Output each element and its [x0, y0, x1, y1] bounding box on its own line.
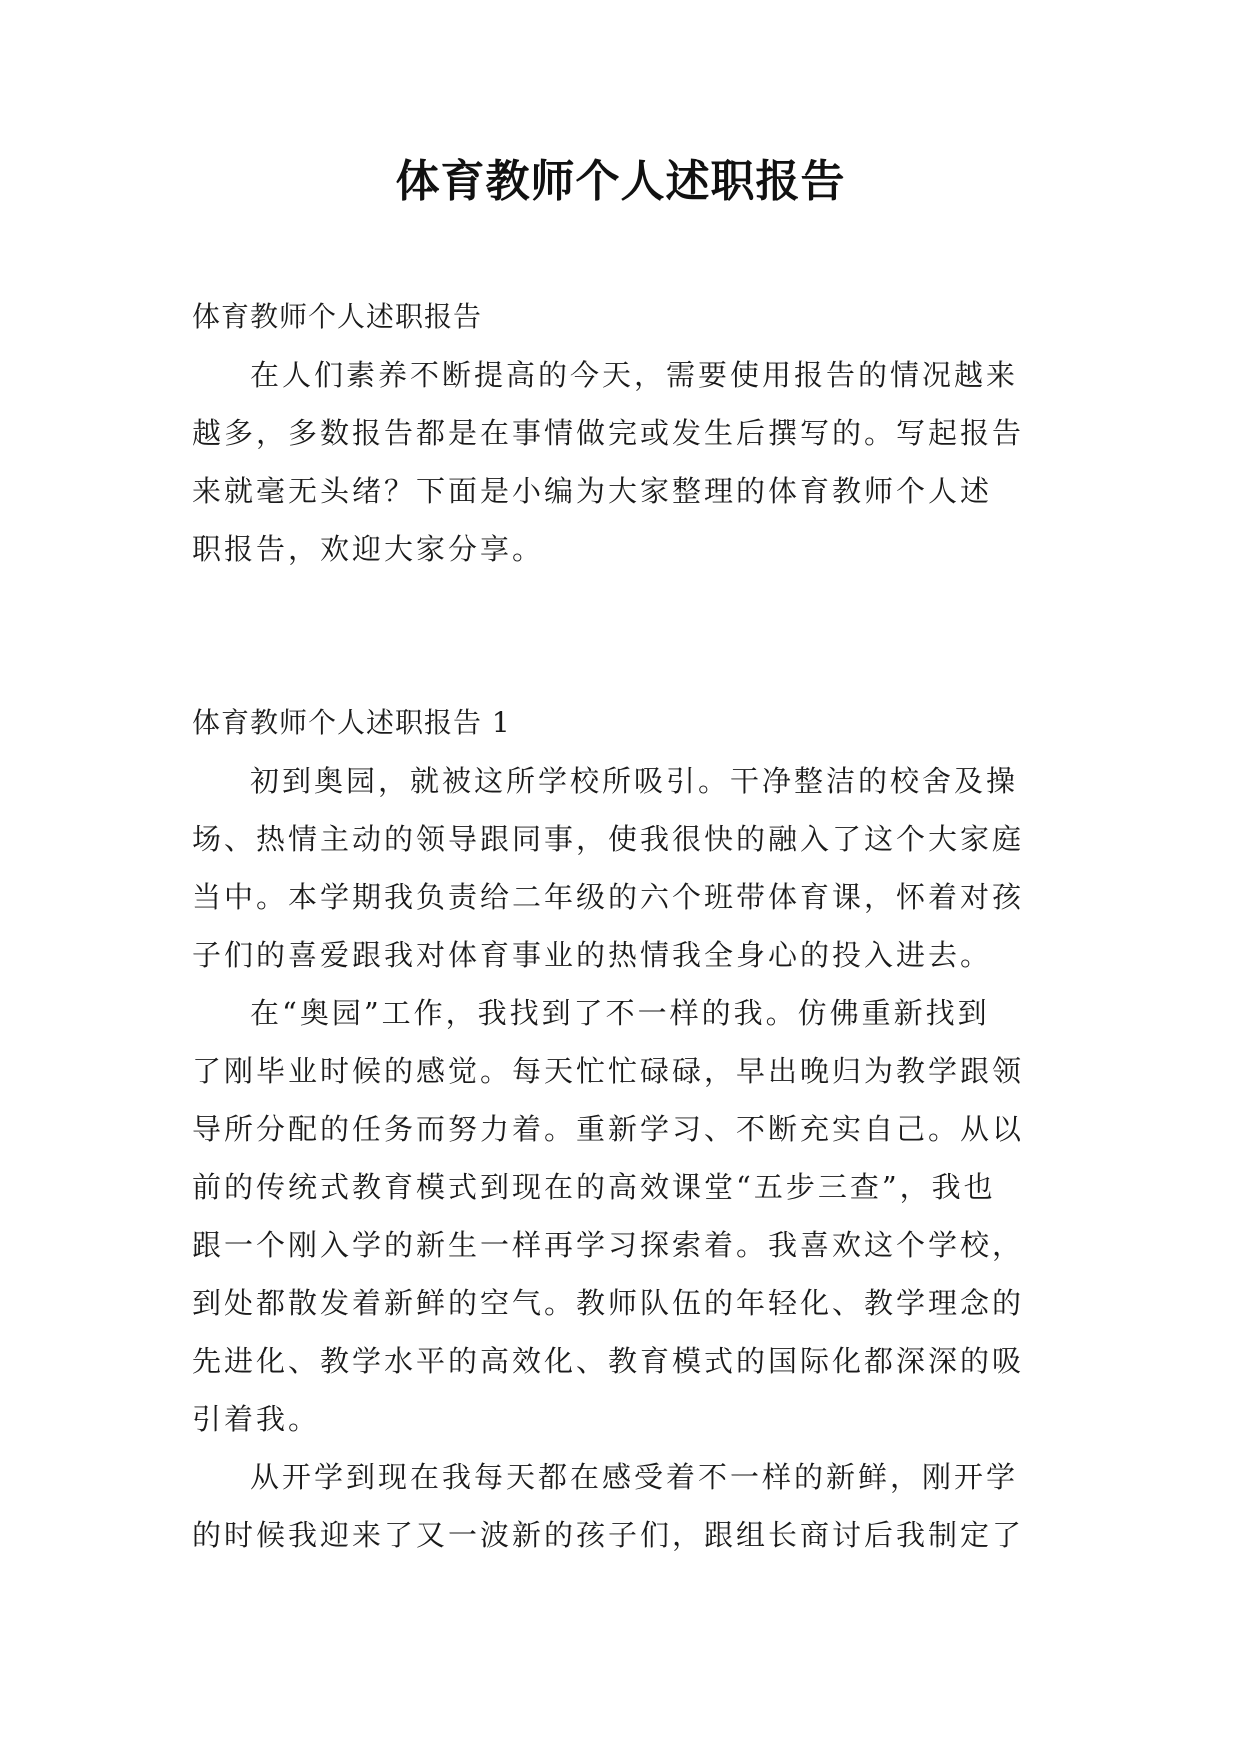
text-line: 越多，多数报告都是在事情做完或发生后撰写的。写起报告: [192, 416, 1025, 450]
section1-heading: 体育教师个人述职报告 1: [192, 706, 511, 739]
section1-paragraph-2: [192, 984, 1054, 1448]
section1-paragraph-1: [192, 752, 1054, 984]
text-line: 来就毫无头绪？下面是小编为大家整理的体育教师个人述: [192, 474, 993, 508]
text-line: 当中。本学期我负责给二年级的六个班带体育课，怀着对孩: [192, 880, 1025, 914]
text-line: 在“奥园”工作，我找到了不一样的我。仿佛重新找到: [250, 996, 990, 1030]
text-line: 初到奥园，就被这所学校所吸引。干净整洁的校舍及操: [250, 764, 1019, 798]
text-line: 引着我。: [192, 1402, 321, 1436]
text-line: 子们的喜爱跟我对体育事业的热情我全身心的投入进去。: [192, 938, 993, 972]
document-body: [192, 288, 1054, 1564]
text-line: 先进化、教学水平的高效化、教育模式的国际化都深深的吸: [192, 1344, 1025, 1378]
text-line: 前的传统式教育模式到现在的高效课堂“五步三查”，我也: [192, 1170, 996, 1204]
text-line: 从开学到现在我每天都在感受着不一样的新鲜，刚开学: [250, 1460, 1019, 1494]
text-line: 到处都散发着新鲜的空气。教师队伍的年轻化、教学理念的: [192, 1286, 1025, 1320]
text-line: 了刚毕业时候的感觉。每天忙忙碌碌，早出晚归为教学跟领: [192, 1054, 1025, 1088]
section-spacer: [192, 578, 1054, 694]
text-line: 在人们素养不断提高的今天，需要使用报告的情况越来: [250, 358, 1019, 392]
text-line: 导所分配的任务而努力着。重新学习、不断充实自己。从以: [192, 1112, 1025, 1146]
text-line: 场、热情主动的领导跟同事，使我很快的融入了这个大家庭: [192, 822, 1025, 856]
text-line: 的时候我迎来了又一波新的孩子们，跟组长商讨后我制定了: [192, 1518, 1025, 1552]
intro-heading: 体育教师个人述职报告: [192, 300, 483, 333]
document-title: 体育教师个人述职报告: [395, 156, 846, 207]
intro-paragraph: [192, 346, 1054, 578]
text-line: 职报告，欢迎大家分享。: [192, 532, 545, 566]
section1-paragraph-3: [192, 1448, 1054, 1564]
text-line: 跟一个刚入学的新生一样再学习探索着。我喜欢这个学校，: [192, 1228, 1025, 1262]
